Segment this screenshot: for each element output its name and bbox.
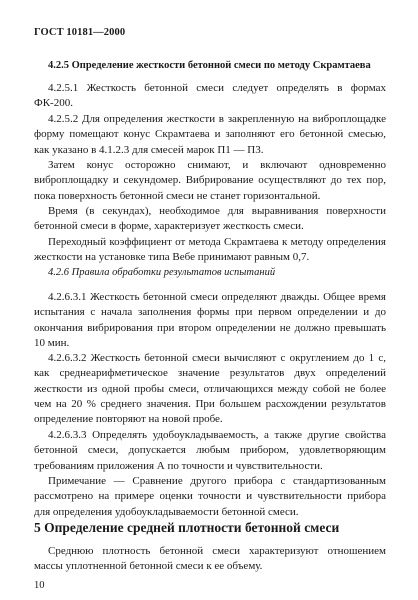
paragraph-cone-removal: Затем конус осторожно снимают, и включают одновременно виброплощадку и секундомер. Вибрирование осуществляют до тех пор, пока поверхность бетонной смеси не станет горизонтальной. bbox=[34, 159, 386, 202]
note-paragraph: Примечание — Сравнение другого прибора с стандартизованным рассмотрено на примере оценки точности и чувствительности прибора для определения удобоукладываемости бетонной смеси. bbox=[34, 475, 386, 518]
paragraph-time-seconds: Время (в секундах), необходимое для выравнивания поверхности бетонной смеси в форме, характеризует жесткость смеси. bbox=[34, 205, 386, 233]
section-4-2-6-title: 4.2.6 Правила обработки результатов испытаний bbox=[48, 267, 276, 278]
page-number: 10 bbox=[34, 580, 45, 591]
paragraph-4-2-5-1: 4.2.5.1 Жесткость бетонной смеси следует определять в формах ФК-200. bbox=[34, 82, 386, 110]
paragraph-4-2-6-3-3: 4.2.6.3.3 Определять удобоукладываемость, а также другие свойства бетонной смеси, допускается любым прибором, удовлетворяющим требованиям приложения А по точности и чувствительности. bbox=[34, 429, 386, 472]
standard-header: ГОСТ 10181—2000 bbox=[34, 27, 126, 38]
paragraph-conversion-factor: Переходный коэффициент от метода Скрамтаева к методу определения жесткости на установке типа Вебе принимают равным 0,7. bbox=[34, 236, 386, 264]
paragraph-4-2-6-3-2: 4.2.6.3.2 Жесткость бетонной смеси вычисляют с округлением до 1 с, как среднеарифметическое значение результатов двух определений жесткости из одной пробы смеси, отличающихся между собой не более чем на 20 % среднего значения. При большем расхождении результатов определение повторяют на новой пробе. bbox=[34, 352, 386, 426]
paragraph-section-5: Среднюю плотность бетонной смеси характеризуют отношением массы уплотненной бетонной смеси к ее объему. bbox=[34, 545, 386, 573]
section-4-2-5-title: 4.2.5 Определение жесткости бетонной смеси по методу Скрамтаева bbox=[48, 60, 371, 71]
paragraph-4-2-5-2: 4.2.5.2 Для определения жесткости в закрепленную на виброплощадке форму помещают конус Скрамтаева и заполняют его бетонной смесью, как указано в 4.1.2.3 для смесей марок П1 — П3. bbox=[34, 113, 386, 156]
section-5-title: 5 Определение средней плотности бетонной смеси bbox=[34, 520, 340, 535]
paragraph-4-2-6-3-1: 4.2.6.3.1 Жесткость бетонной смеси определяют дважды. Общее время испытания с начала заполнения формы при первом определении и до окончания вибрирования при втором определении не должно превышать 10 мин. bbox=[34, 291, 386, 349]
